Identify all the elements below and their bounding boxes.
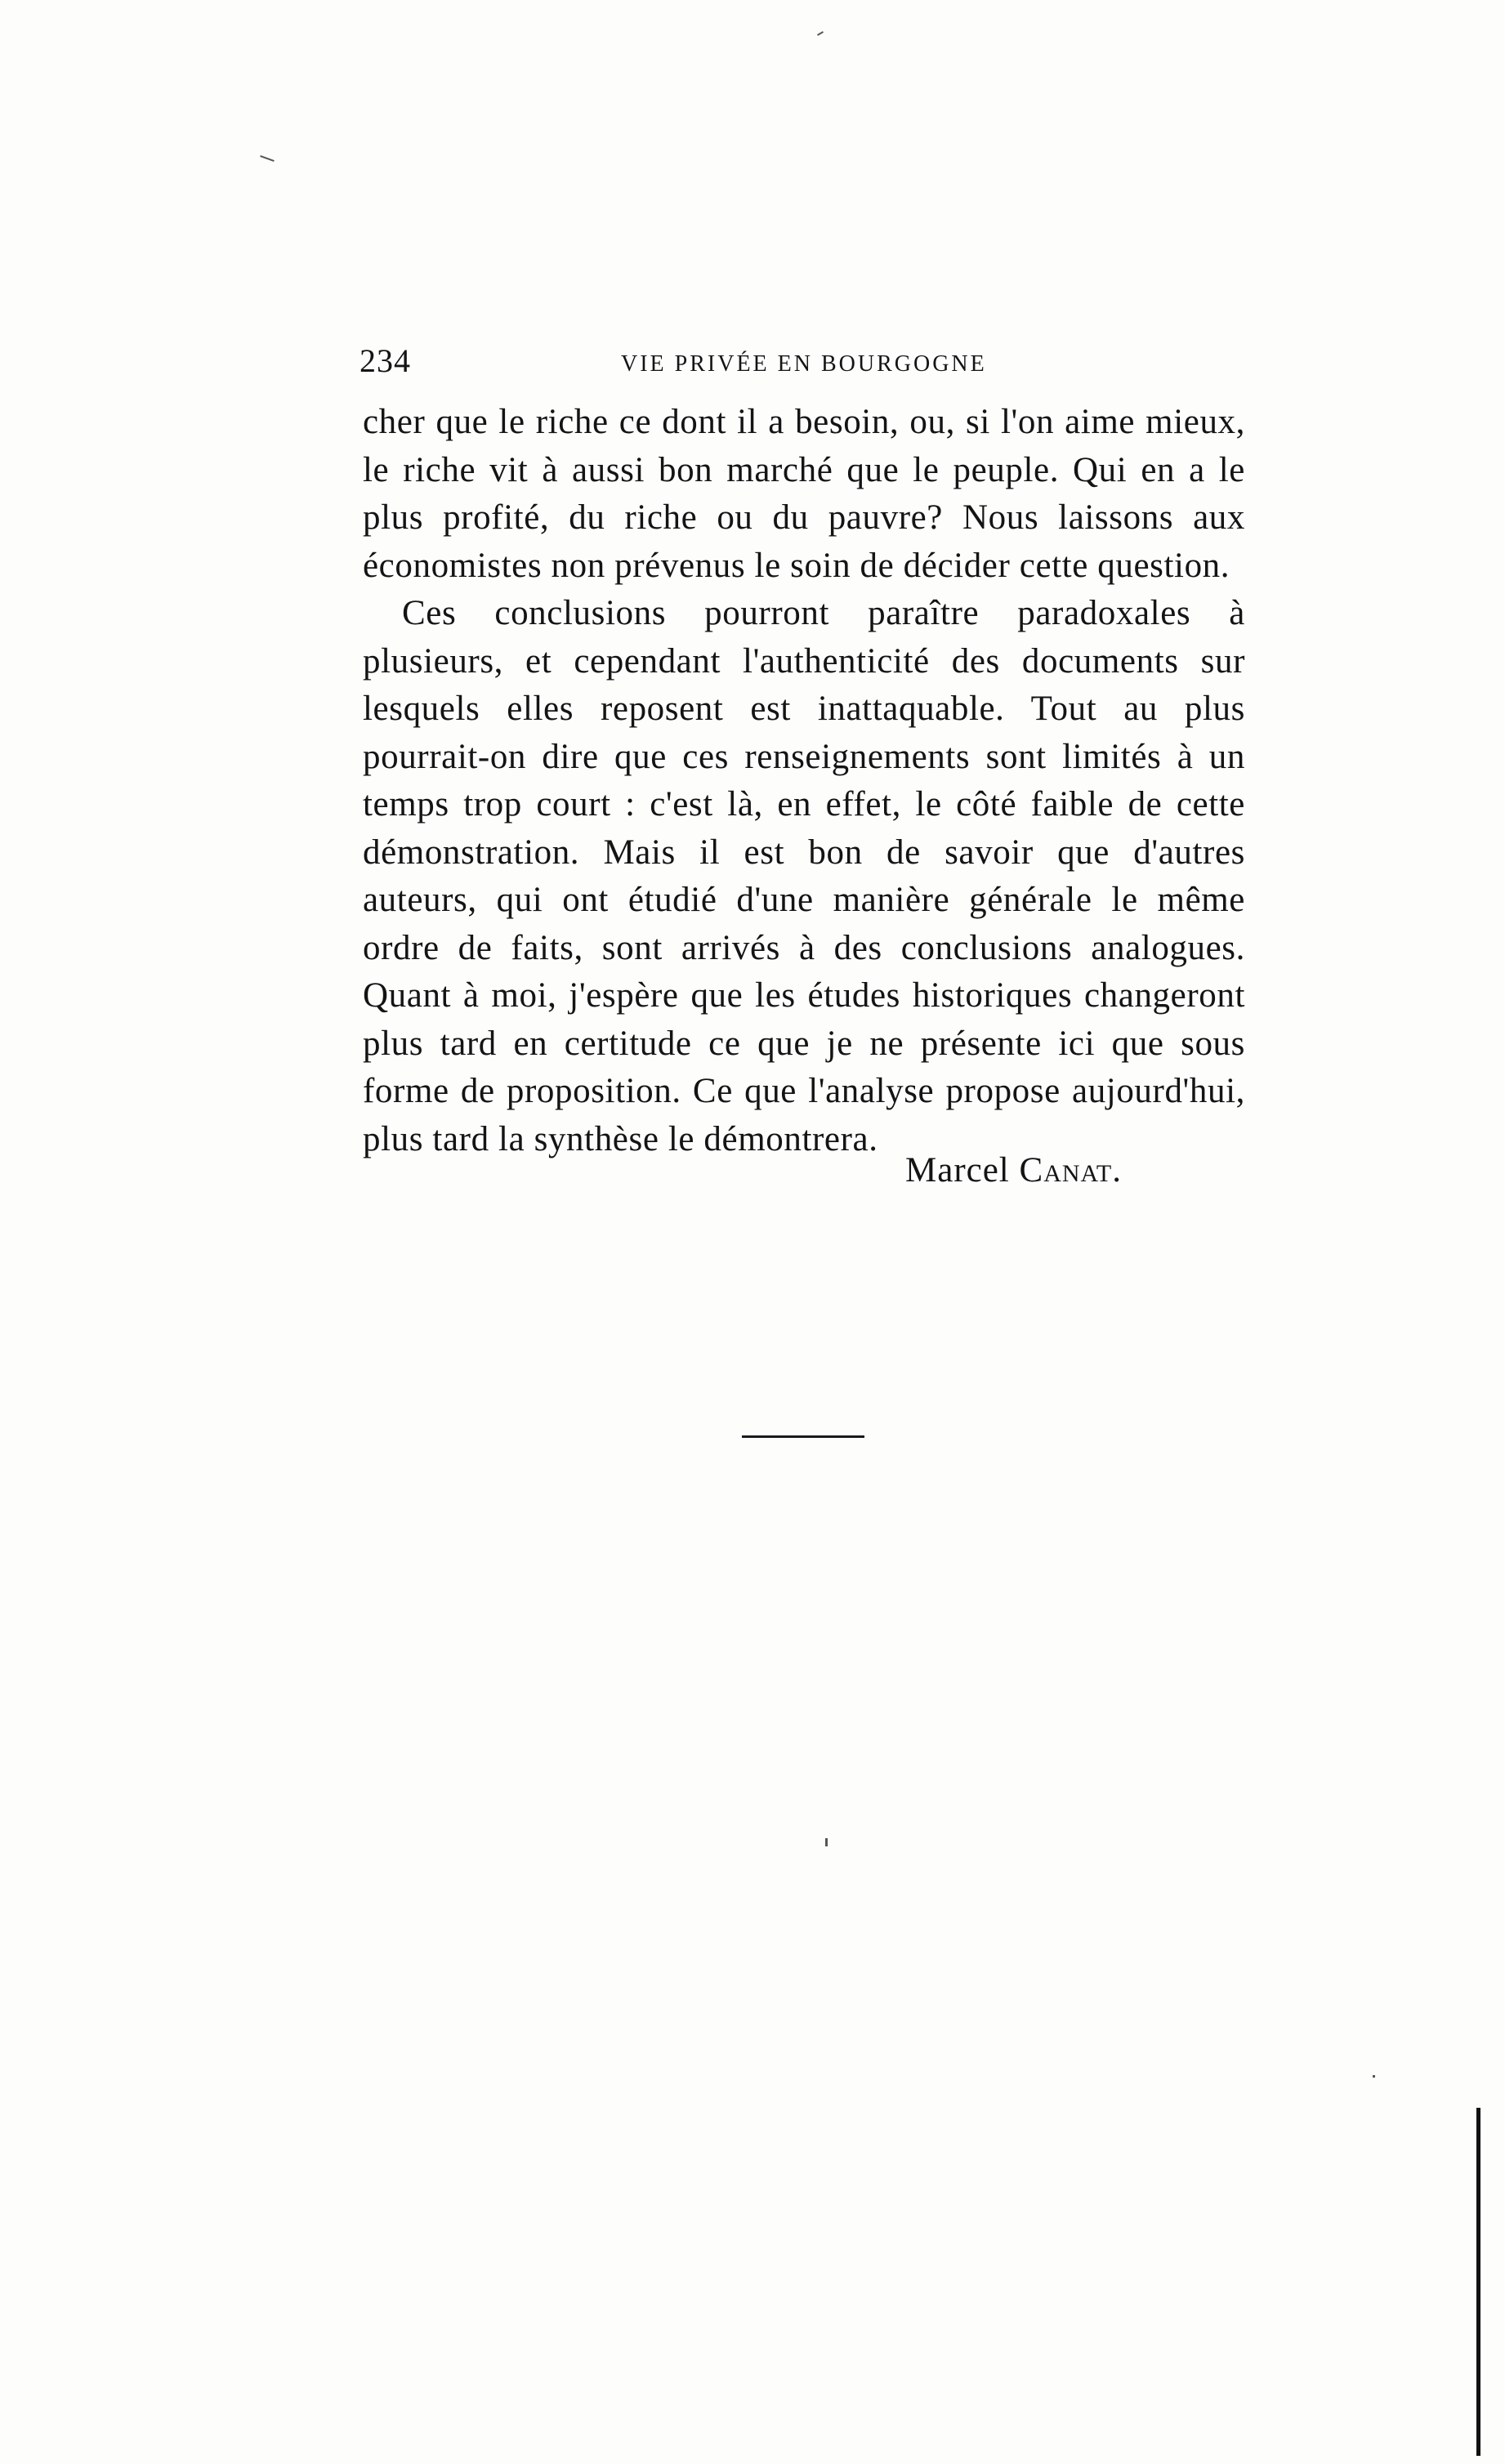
paragraph-conclusions: Ces conclusions pourront paraître paradoxales à plusieurs, et cependant l'authenticité des documents sur lesquels elles reposent est inattaquable. Tout au plus pourrait-on dire que ces renseignements sont limités à un temps trop court : c'est là, en effet, le côté faible de cette démonstration. Mais il est bon de savoir que d'autres auteurs, qui ont étudié d'une manière générale le même ordre de faits, sont arrivés à des conclusions analogues. Quant à moi, j'espère que les études historiques changeront plus tard en certitude ce que je ne présente ici que sous forme de proposition. Ce que l'analyse propose aujourd'hui, plus tard la synthèse le démontrera.: [363, 594, 1245, 1158]
author-first-name: Marcel: [905, 1151, 1010, 1190]
print-speck: [825, 1838, 828, 1846]
body-text: [363, 399, 1245, 1163]
page-number: 234: [360, 342, 411, 379]
running-head: [360, 341, 1242, 391]
author-surname: Canat.: [1019, 1151, 1122, 1190]
paragraph-continued: cher que le riche ce dont il a besoin, ou, si l'on aime mieux, le riche vit à aussi bon marché que le peuple. Qui en a le plus profité, du riche ou du pauvre? Nous laissons aux économistes non prévenus le soin de décider cette question.: [363, 403, 1245, 585]
print-speck: [817, 31, 824, 36]
binding-edge-line: [1476, 2108, 1480, 2456]
author-signature: [905, 1150, 1122, 1190]
section-end-rule: [742, 1435, 864, 1438]
running-title: VIE PRIVÉE EN BOURGOGNE: [621, 351, 987, 377]
print-speck: [260, 155, 275, 162]
print-speck: [1373, 2075, 1375, 2078]
